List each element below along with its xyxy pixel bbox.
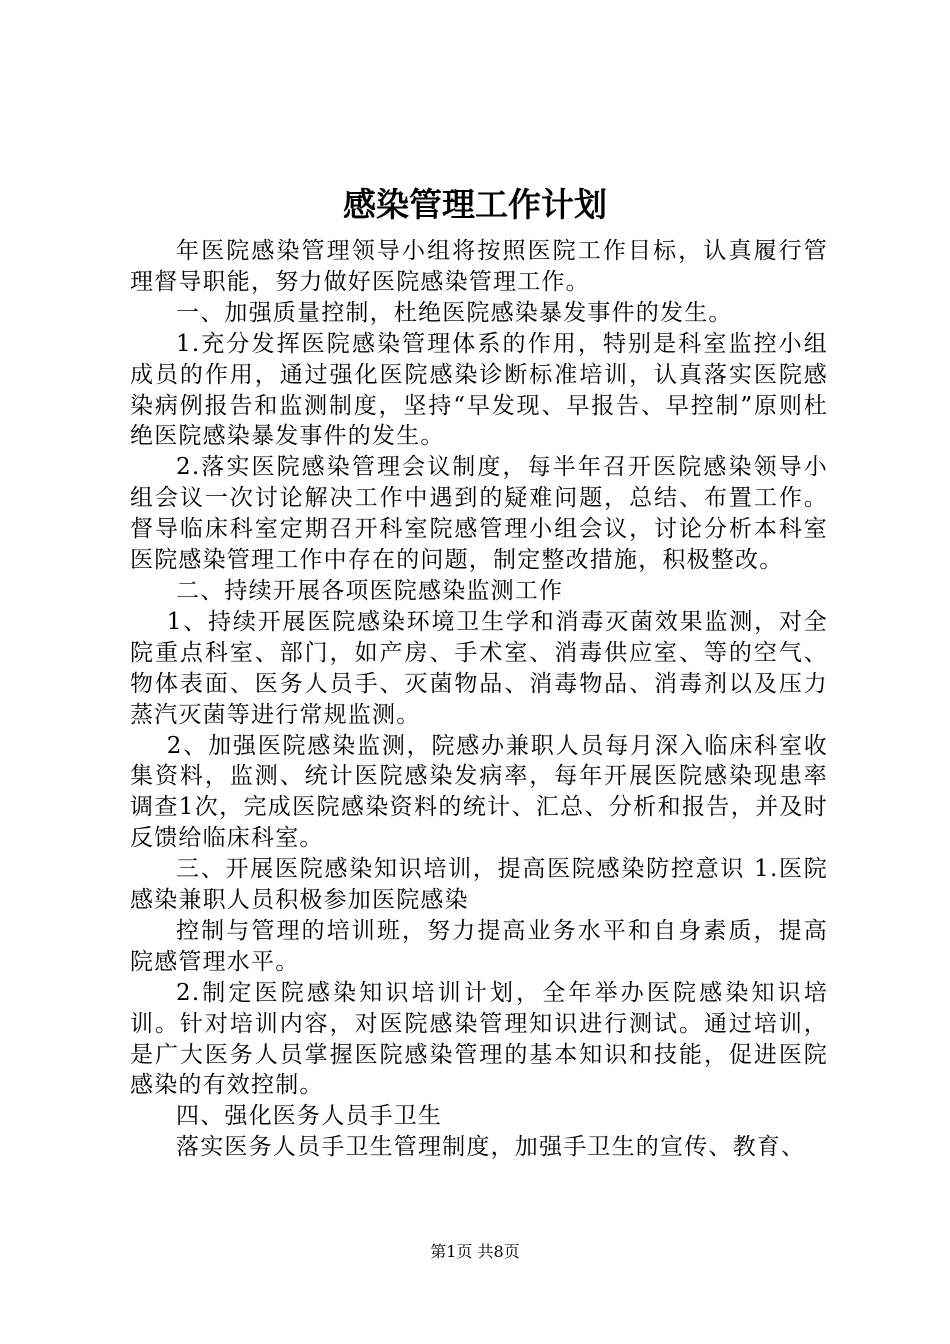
page-number-footer: 第1页 共8页 xyxy=(430,1242,520,1261)
paragraph-3-2: 2.制定医院感染知识培训计划，全年举办医院感染知识培训。针对培训内容，对医院感染管理知识进行测试。通过培训，是广大医务人员掌握医院感染管理的基本知识和技能，促进医院感染的有效控制。 xyxy=(130,979,828,1099)
section-heading-1: 一、加强质量控制，杜绝医院感染暴发事件的发生。 xyxy=(176,299,733,326)
section-heading-4: 四、强化医务人员手卫生 xyxy=(176,1103,443,1130)
paragraph-intro: 年医院感染管理领导小组将按照医院工作目标，认真履行管理督导职能，努力做好医院感染管理工作。 xyxy=(130,238,828,295)
document-title: 感染管理工作计划 xyxy=(343,185,607,224)
paragraph-1-1: 1.充分发挥医院感染管理体系的作用，特别是科室监控小组成员的作用，通过强化医院感染诊断标准培训，认真落实医院感染病例报告和监测制度，坚持“早发现、早报告、早控制”原则杜绝医院感染暴发事件的发生。 xyxy=(130,330,828,450)
section-heading-2: 二、持续开展各项医院感染监测工作 xyxy=(176,577,564,604)
paragraph-2-1: 1、持续开展医院感染环境卫生学和消毒灭菌效果监测，对全院重点科室、部门，如产房、手术室、消毒供应室、等的空气、物体表面、医务人员手、灭菌物品、消毒物品、消毒剂以及压力蒸汽灭菌等进行常规监测。 xyxy=(130,608,828,728)
document-body xyxy=(130,236,828,1163)
paragraph-2-2: 2、加强医院感染监测，院感办兼职人员每月深入临床科室收集资料，监测、统计医院感染发病率，每年开展医院感染现患率调查1次，完成医院感染资料的统计、汇总、分析和报告，并及时反馈给临床科室。 xyxy=(130,732,828,852)
section-heading-3: 三、开展医院感染知识培训，提高医院感染防控意识 1.医院感染兼职人员积极参加医院感染 xyxy=(130,856,828,914)
paragraph-1-2: 2.落实医院感染管理会议制度，每半年召开医院感染领导小组会议一次讨论解决工作中遇到的疑难问题，总结、布置工作。督导临床科室定期召开科室院感管理小组会议，讨论分析本科室医院感染管理工作中存在的问题，制定整改措施，积极整改。 xyxy=(130,454,828,574)
paragraph-4-1: 落实医务人员手卫生管理制度，加强手卫生的宣传、教育、 xyxy=(176,1134,806,1161)
paragraph-3-1-cont: 控制与管理的培训班，努力提高业务水平和自身素质，提高院感管理水平。 xyxy=(130,917,828,975)
